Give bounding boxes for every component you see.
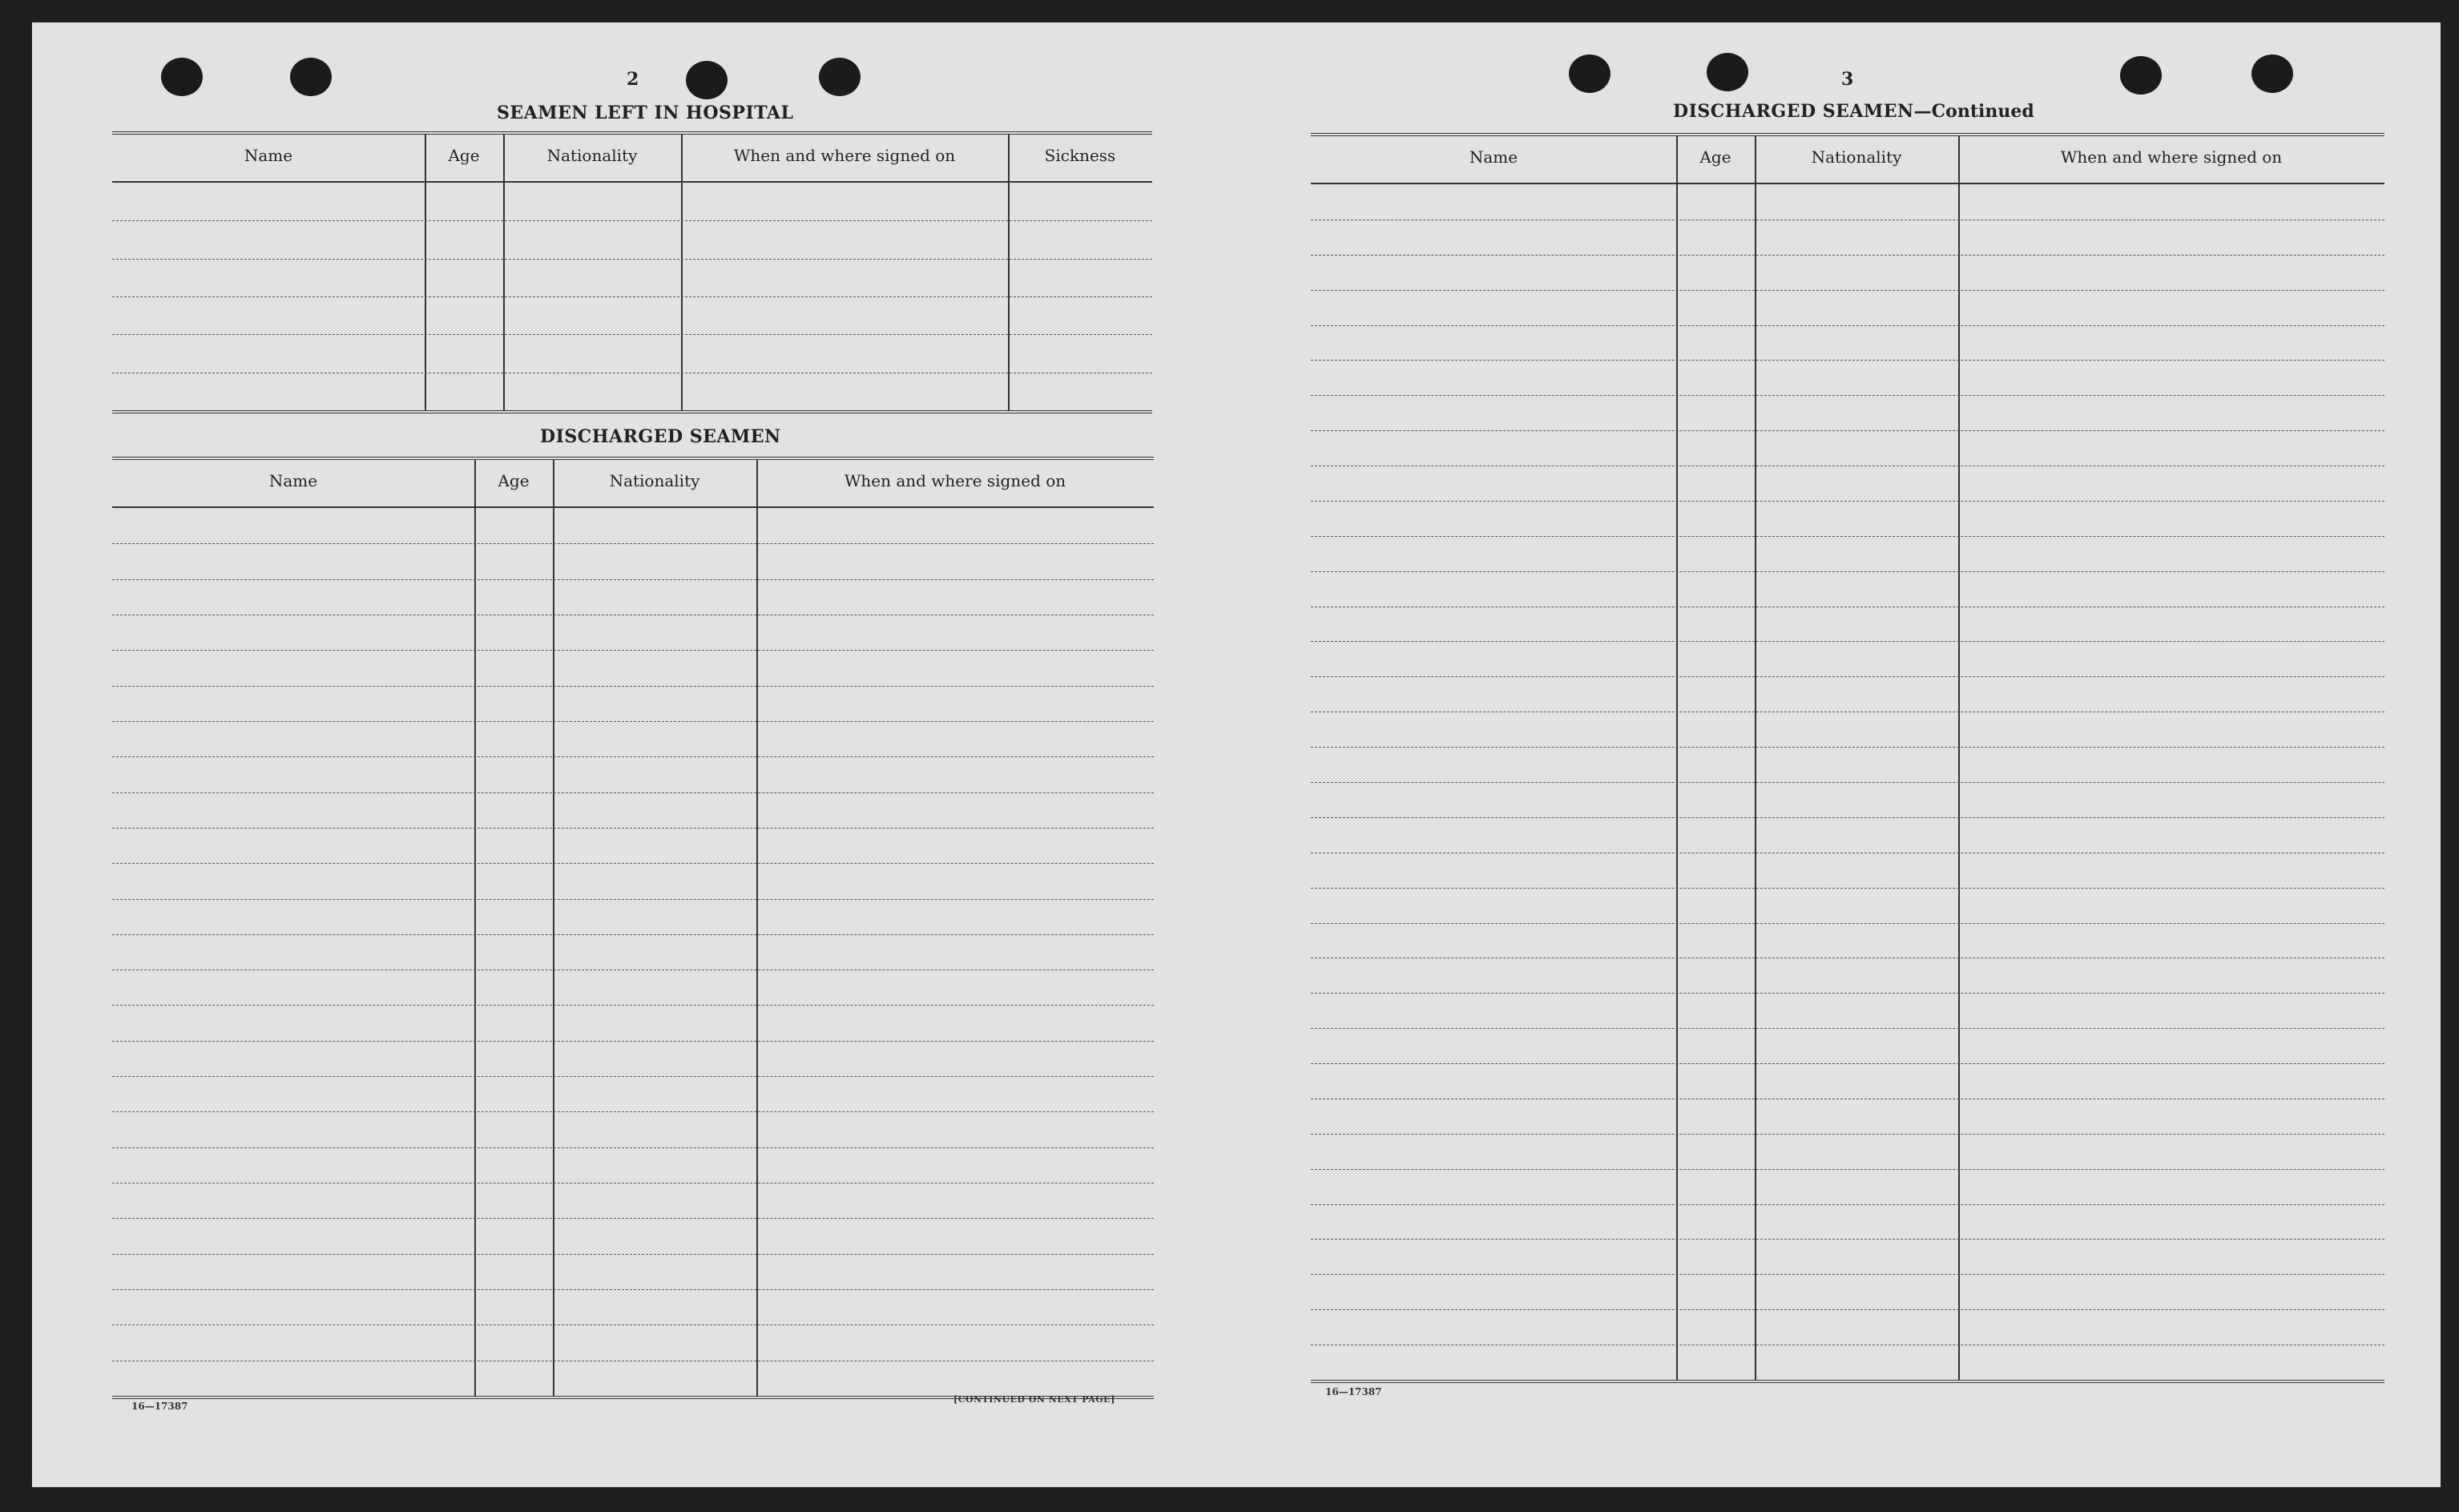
table-row: [112, 543, 1154, 544]
table-row: [1311, 325, 2384, 326]
column-header-age: Age: [1699, 147, 1731, 167]
table-row: [112, 1111, 1154, 1112]
table-row: [1311, 817, 2384, 818]
column-header-name: Name: [268, 471, 318, 490]
page-number-right: 3: [1841, 69, 1854, 90]
column-header-signed-on: When and where signed on: [2060, 147, 2283, 167]
table-row: [112, 828, 1154, 829]
table-row: [112, 1254, 1154, 1255]
table-row: [1311, 571, 2384, 572]
hospital-table: [112, 131, 1152, 413]
discharged-continued-table: [1311, 133, 2384, 1383]
table-row: [1311, 1028, 2384, 1029]
table-row: [112, 863, 1154, 864]
column-header-signed-on: When and where signed on: [844, 471, 1066, 490]
punch-hole: [290, 58, 332, 96]
table-row: [1311, 1274, 2384, 1275]
hospital-rows: [112, 183, 1152, 410]
discharged-rows: [112, 508, 1154, 1396]
table-row: [112, 579, 1154, 580]
table-row: [112, 259, 1152, 260]
continued-note: [CONTINUED ON NEXT PAGE]: [953, 1394, 1115, 1405]
discharged-table: [112, 457, 1154, 1399]
table-row: [112, 899, 1154, 900]
table-row: [112, 1289, 1154, 1290]
table-row: [1311, 1204, 2384, 1205]
table-row: [1311, 923, 2384, 924]
table-row: [112, 1041, 1154, 1042]
table-row: [1311, 747, 2384, 748]
punch-hole: [1569, 54, 1610, 93]
table-row: [1311, 290, 2384, 291]
table-row: [1311, 360, 2384, 361]
table-row: [112, 756, 1154, 757]
punch-hole: [686, 61, 728, 99]
punch-hole: [819, 58, 861, 96]
table-row: [1311, 430, 2384, 431]
table-row: [1311, 395, 2384, 396]
form-code-left: 16—17387: [131, 1401, 188, 1412]
table-row: [1311, 782, 2384, 783]
table-row: [1311, 501, 2384, 502]
page-number-left: 2: [627, 69, 639, 90]
table-row: [1311, 888, 2384, 889]
table-row: [112, 1005, 1154, 1006]
table-row: [1311, 536, 2384, 537]
punch-hole: [1707, 53, 1748, 91]
table-row: [1311, 1134, 2384, 1135]
table-row: [112, 296, 1152, 297]
continued-table-header: [1311, 136, 2384, 184]
table-row: [1311, 1239, 2384, 1240]
table-row: [112, 721, 1154, 722]
continued-rows: [1311, 184, 2384, 1380]
discharged-section-title: DISCHARGED SEAMEN: [540, 426, 781, 447]
table-row: [1311, 641, 2384, 642]
discharged-continued-title: [1673, 101, 2034, 122]
discharged-table-header: [112, 460, 1154, 508]
column-header-nationality: Nationality: [546, 146, 638, 165]
title-main: DISCHARGED SEAMEN: [1673, 101, 1914, 122]
table-row: [112, 686, 1154, 687]
table-row: [112, 220, 1152, 221]
column-header-signed-on: When and where signed on: [733, 146, 956, 165]
table-row: [112, 650, 1154, 651]
punch-hole: [2120, 56, 2162, 95]
table-row: [112, 334, 1152, 335]
table-row: [112, 934, 1154, 935]
column-header-age: Age: [498, 471, 530, 490]
hospital-section-title: SEAMEN LEFT IN HOSPITAL: [497, 103, 794, 123]
column-header-name: Name: [244, 146, 293, 165]
table-row: [112, 1218, 1154, 1219]
table-row: [112, 1147, 1154, 1148]
column-header-nationality: Nationality: [1811, 147, 1902, 167]
table-row: [112, 1076, 1154, 1077]
table-row: [112, 792, 1154, 793]
punch-hole: [2251, 54, 2293, 93]
column-header-sickness: Sickness: [1044, 146, 1116, 165]
table-row: [1311, 1309, 2384, 1310]
column-header-name: Name: [1469, 147, 1518, 167]
column-header-nationality: Nationality: [609, 471, 700, 490]
title-suffix: —Continued: [1913, 101, 2034, 122]
column-header-age: Age: [448, 146, 480, 165]
form-code-right: 16—17387: [1325, 1386, 1382, 1397]
table-row: [1311, 255, 2384, 256]
document-sheet: [32, 22, 2441, 1487]
punch-hole: [161, 58, 203, 96]
hospital-table-header: [112, 135, 1152, 183]
table-row: [1311, 1063, 2384, 1064]
table-row: [1311, 993, 2384, 994]
table-row: [1311, 1169, 2384, 1170]
table-row: [1311, 676, 2384, 677]
